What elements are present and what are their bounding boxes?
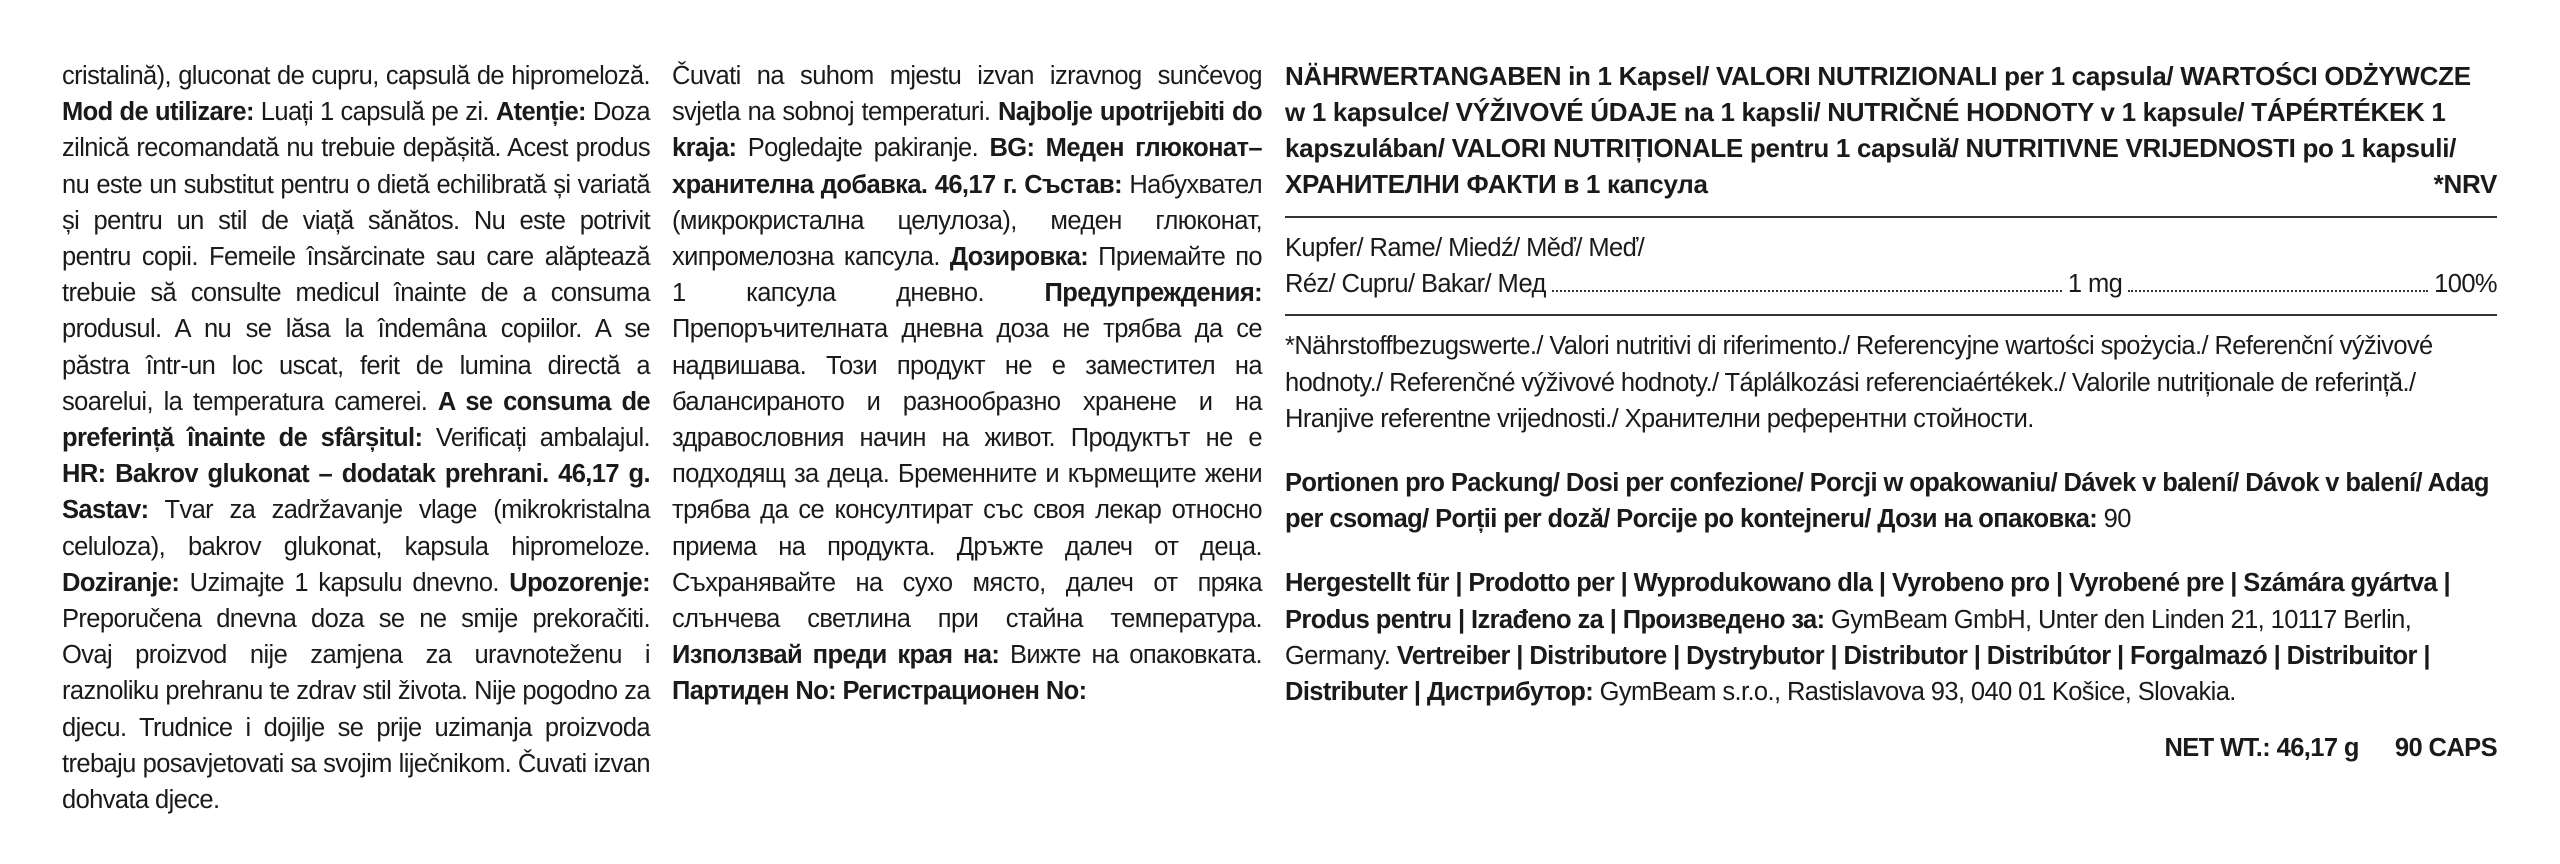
bold-heading: Партиден No: Регистрационен No: xyxy=(672,677,1087,706)
bold-heading: BG: Меден глюконат– хранителна добавка. 46,17 г. Състав: xyxy=(672,134,1262,199)
text-run: Pogledajte pakiranje. xyxy=(736,134,990,163)
nutrition-panel xyxy=(1285,58,2497,766)
nutrition-header: NÄHRWERTANGABEN in 1 Kapsel/ VALORI NUTRIZIONALI per 1 capsula/ WARTOŚCI ODŻYWCZE w 1 kapsulce/ VÝŽIVOVÉ ÚDAJE na 1 kapsli/ NUTRIČNÉ HODNOTY v 1 kapsule/ TÁPÉRTÉKEK 1 kapszulában/ VALORI NUTRIȚIONALE pentru 1 capsulă/ NUTRITIVNE VRIJEDNOSTI po 1 kapsuli/ ХРАНИТЕЛНИ ФАКТИ в 1 капсула xyxy=(1285,61,2471,199)
servings-value: 90 xyxy=(2097,505,2131,534)
bold-heading: Upozorenje: xyxy=(509,568,650,597)
leader-dots xyxy=(2128,268,2428,292)
nutrient-name: Réz/ Cupru/ Bakar/ Мед xyxy=(1285,270,1546,299)
text-run: Preporučena dnevna doza se ne smije prekoračiti. Ovaj proizvod nije zamjena za uravnoteženu i raznoliku prehranu te zdrav stil života. Nije pogodno za djecu. Trudnice i dojilje se prije uzimanja proizvoda trebaju posavjetovati sa svojim liječnikom. Čuvati izvan dohvata djece. xyxy=(62,605,650,815)
bold-heading: Mod de utilizare: xyxy=(62,98,254,127)
distributor-address: GymBeam s.r.o., Rastislavova 93, 040 01 Košice, Slovakia. xyxy=(1593,678,2236,707)
servings-label: Portionen pro Packung/ Dosi per confezione/ Porcji w opakowaniu/ Dávek v balení/ Dávok v balení/ Adag per csomag/ Porții per doză/ Porcije po kontejneru/ Дози на опаковка: xyxy=(1285,469,2489,534)
nrv-label: *NRV xyxy=(2433,169,2497,199)
text-run: Verificați ambalajul. xyxy=(422,424,650,453)
bold-heading: Najbolje upotrijebiti do kraja: xyxy=(672,98,1262,163)
bold-heading: Дозировка: xyxy=(949,243,1089,272)
text-run: Doza zilnică recomandată nu trebuie depășită. Acest produs nu este un substitut pentru o dietă echilibrată și variată și pentru un stil de viață sănătos. Nu este potrivit pentru copii. Femeile însărcinate sau care alăptează trebuie să consulte medicul înainte de a consuma produsul. A nu se lăsa la îndemâna copiilor. A se păstra într-un loc uscat, ferit de lumina directă a soarelui, la temperatura camerei. xyxy=(62,98,651,416)
nutrient-amount: 1 mg xyxy=(2067,270,2123,299)
net-weight: NET WT.: 46,17 g xyxy=(2164,734,2359,763)
text-run: Вижте на опаковката. xyxy=(999,641,1262,670)
manufacturer-address: GymBeam GmbH, Unter den Linden 21, 10117 Berlin, Germany. xyxy=(1285,605,2412,670)
capsule-count: 90 CAPS xyxy=(2394,734,2497,763)
bold-heading: Doziranje: xyxy=(62,568,180,597)
bold-heading: Предупреждения: xyxy=(1044,279,1262,308)
text-run: Uzimajte 1 kapsulu dnevno. xyxy=(179,568,510,597)
text-run: cristalină), gluconat de cupru, capsulă de hipromeloză. xyxy=(62,62,650,90)
column-romanian-croatian xyxy=(62,58,650,818)
nutrient-row-copper xyxy=(1285,266,2497,302)
text-run: Приемайте по 1 капсула дневно. xyxy=(672,243,1263,308)
manufactured-for-label: Hergestellt für | Prodotto per | Wyprodukowano dla | Vyrobeno pro | Vyrobené pre | Számára gyártva | Produs pentru | Izrađeno za | Произведено за: xyxy=(1285,569,2451,634)
bold-heading: Atenție: xyxy=(495,98,586,127)
manufacturer-info xyxy=(1285,565,2497,710)
text-run: Luați 1 capsulă pe zi. xyxy=(253,98,496,127)
text-run: Набухвател (микрокристална целулоза), меден глюконат, хипромелозна капсула. xyxy=(672,170,1262,272)
nrv-footnote: *Nährstoffbezugswerte./ Valori nutritivi di riferimento./ Referencyjne wartości spożycia./ Referenční výživové hodnoty./ Referenčné výživové hodnoty./ Táplálkozási referenciaértékek./ Valorile nutriționale de referință./ Hranjive referentne vrijednosti./ Хранителни референтни стойности. xyxy=(1285,332,2433,433)
net-weight-line xyxy=(1285,730,2497,766)
bold-heading: A se consuma de preferință înainte de sfârșitul: xyxy=(62,387,650,453)
servings-per-container xyxy=(1285,465,2497,537)
bold-heading: Използвай преди края на: xyxy=(672,641,1000,670)
text-run: Tvar za zadržavanje vlage (mikrokristalna celuloza), bakrov glukonat, kapsula hipromeloze. xyxy=(62,496,650,561)
nutrient-line-1: Kupfer/ Rame/ Miedź/ Měď/ Meď/ xyxy=(1285,234,1645,262)
leader-dots xyxy=(1552,268,2062,292)
distributor-label: Vertreiber | Distributore | Dystrybutor | Distributor | Distribútor | Forgalmazó | Distribuitor | Distributer | Дистрибутор: xyxy=(1285,641,2430,707)
bold-heading: HR: Bakrov glukonat – dodatak prehrani. 46,17 g. Sastav: xyxy=(62,460,650,525)
nutrient-nrv: 100% xyxy=(2434,270,2497,299)
divider xyxy=(1285,314,2497,316)
column-croatian-bulgarian xyxy=(672,58,1262,710)
text-run: Čuvati na suhom mjestu izvan izravnog sunčevog svjetla na sobnoj temperaturi. xyxy=(672,62,1262,127)
divider xyxy=(1285,216,2497,218)
text-run: Препоръчителната дневна доза не трябва да се надвишава. Този продукт не е заместител на балансираното и разнообразно хранене и на здравословния начин на живот. Продуктът не е подходящ за деца. Бременните и кърмещите жени трябва да се консултират със своя лекар относно приема на продукта. Дръжте далеч от деца. Съхранявайте на сухо място, далеч от пряка слънчева светлина при стайна температура. xyxy=(672,315,1262,634)
